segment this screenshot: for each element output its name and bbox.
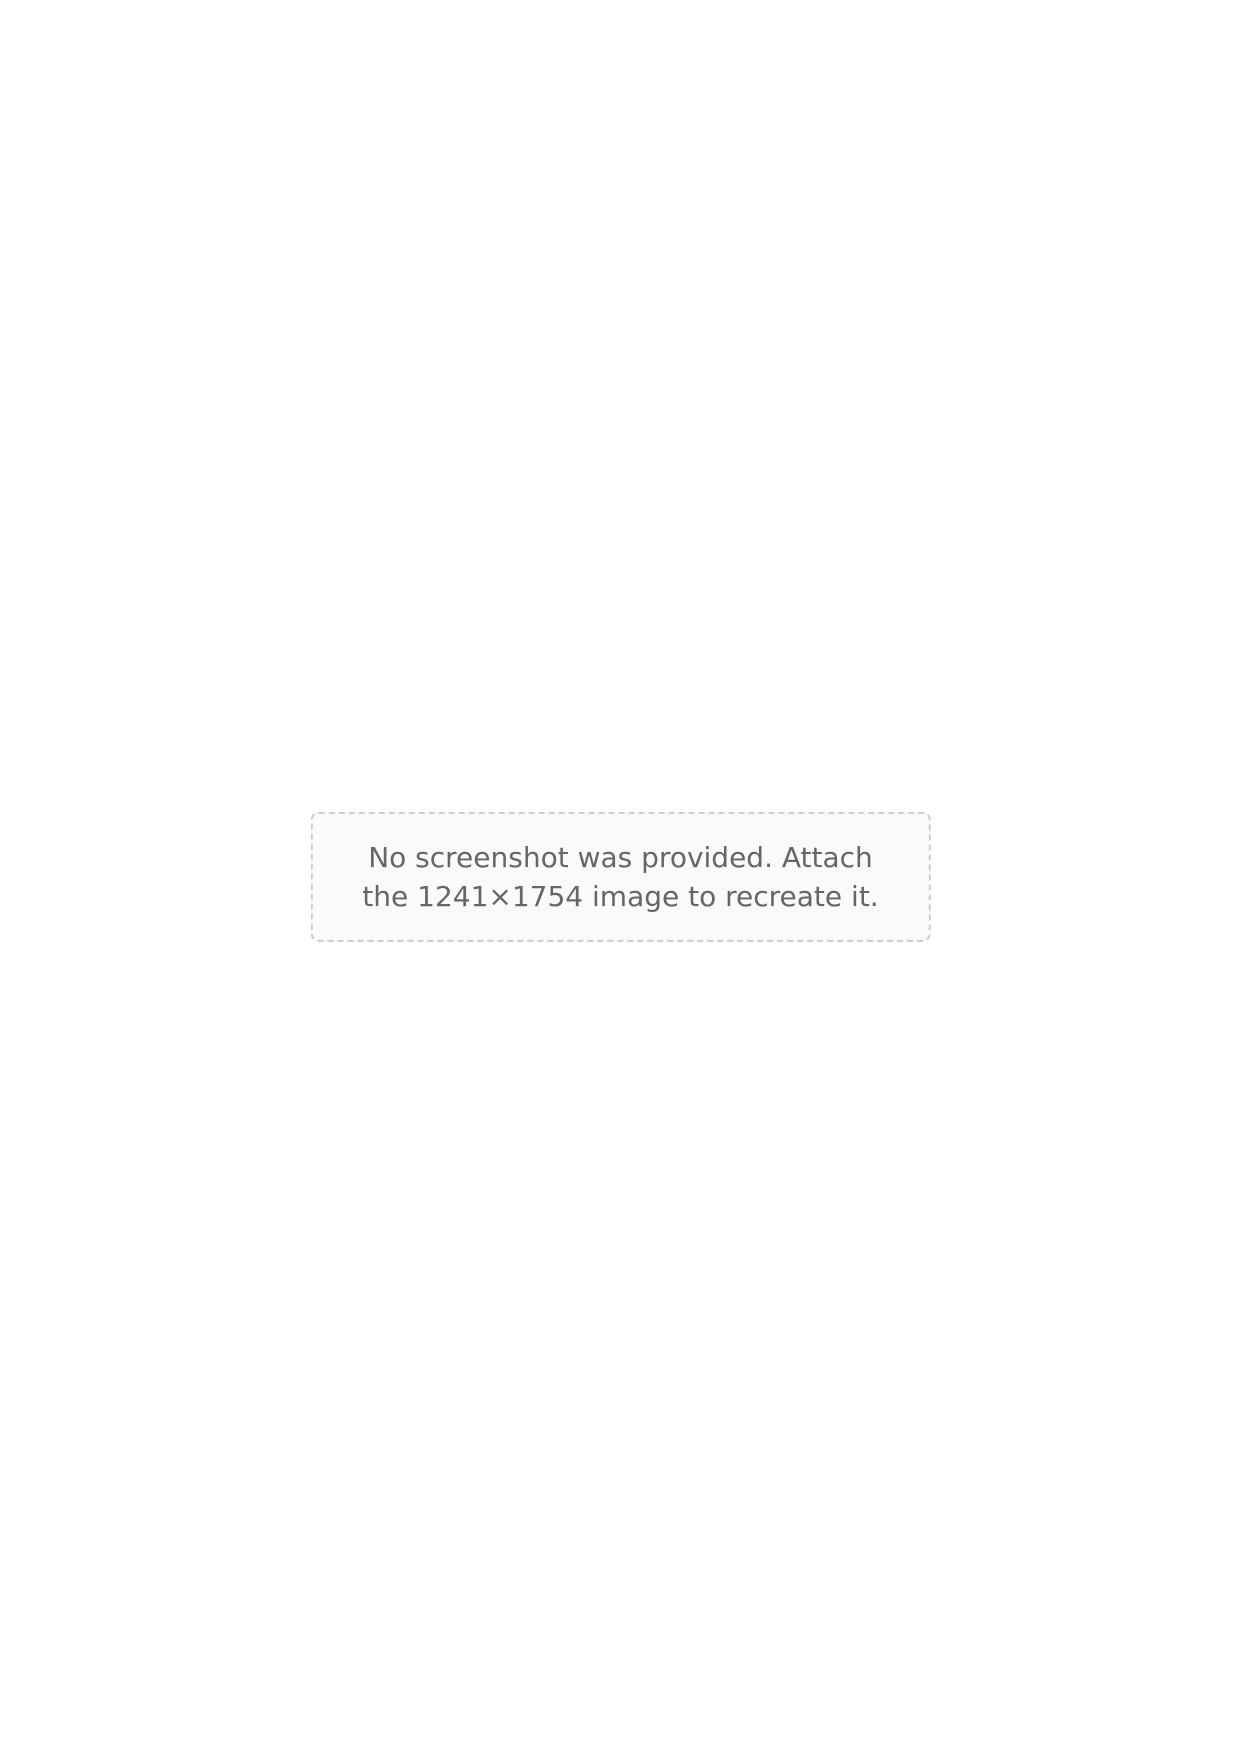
missing-image-notice: No screenshot was provided. Attach the 1241×1754 image to recreate it.	[310, 812, 931, 942]
